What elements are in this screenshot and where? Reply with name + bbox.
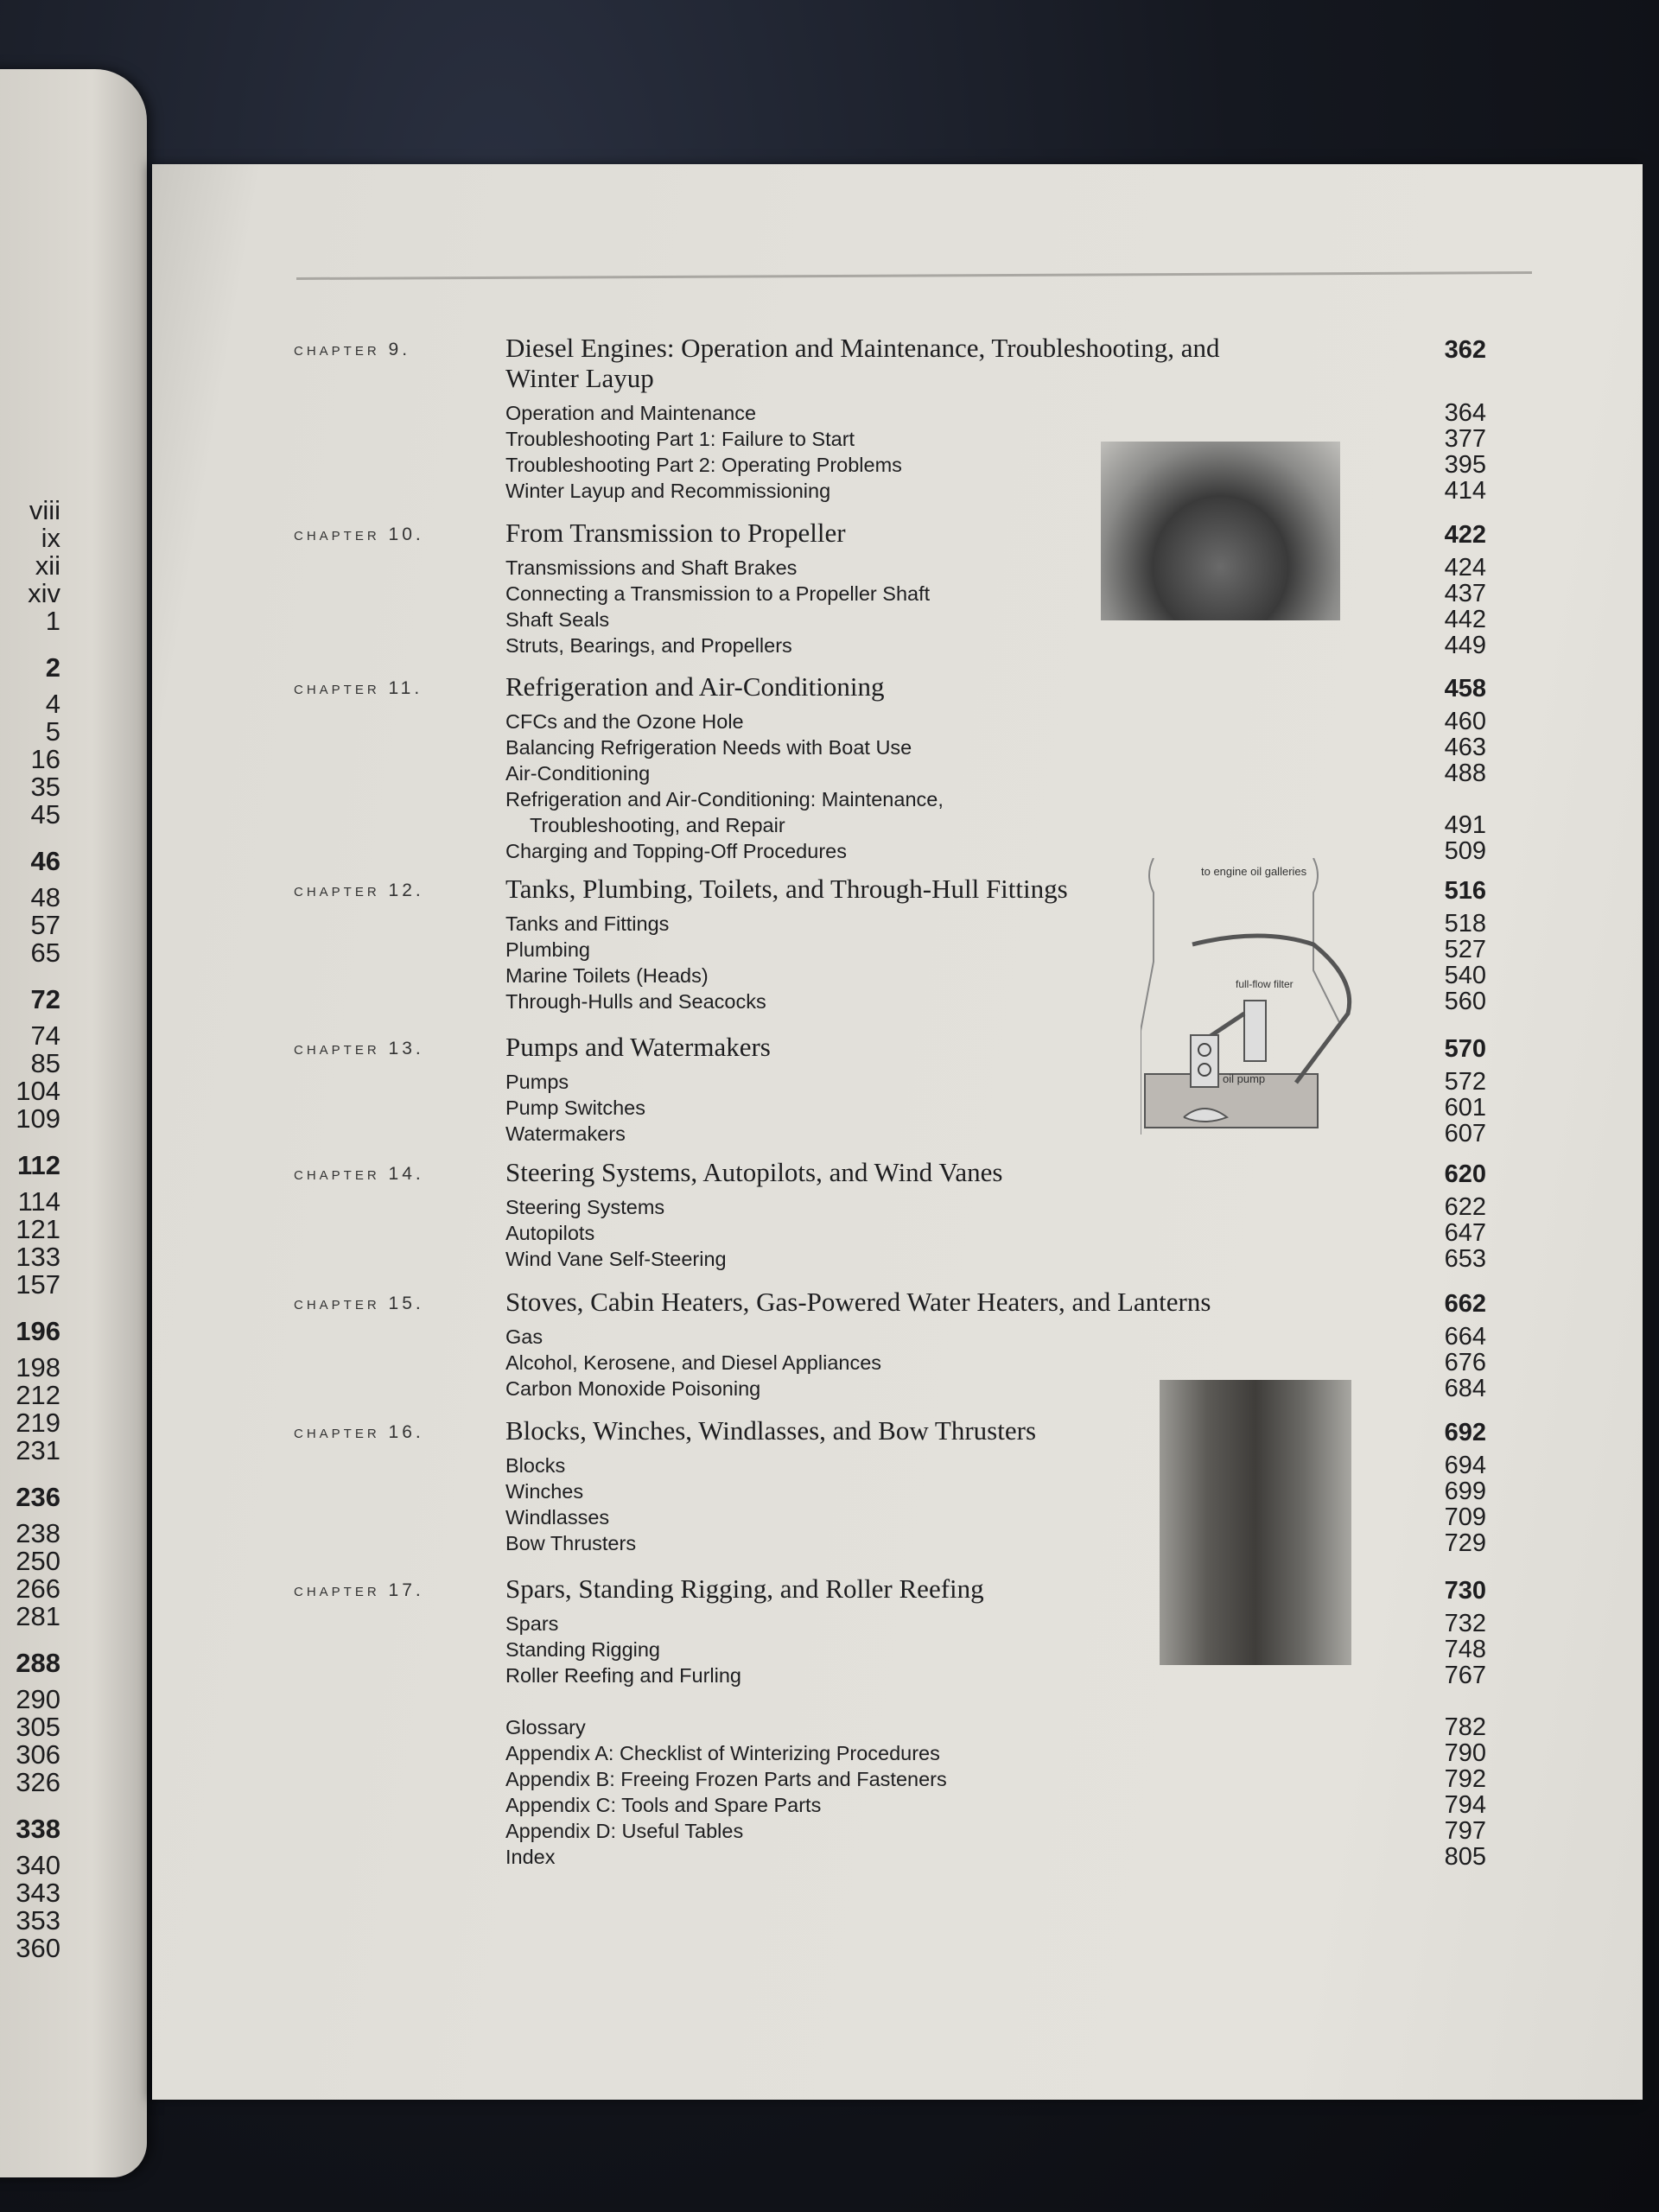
- chapter-word: chapter: [294, 1039, 380, 1058]
- section-title: Air-Conditioning: [505, 762, 651, 785]
- back-matter-row: [505, 1766, 1486, 1792]
- chapter-entry: [294, 333, 1486, 504]
- section-title: Troubleshooting Part 1: Failure to Start: [505, 428, 855, 450]
- chapter-label: [294, 524, 424, 545]
- diagram-label-galleries: to engine oil galleries: [1201, 865, 1307, 878]
- section-row: [505, 1637, 1486, 1662]
- left-page-number: 157: [16, 1269, 60, 1300]
- chapter-word: chapter: [294, 1294, 380, 1313]
- section-title: Tanks and Fittings: [505, 912, 670, 935]
- back-matter-row: [505, 1714, 1486, 1740]
- left-page-number: 5: [45, 716, 60, 747]
- diagram-label-filter: full-flow filter: [1236, 978, 1294, 990]
- left-page-number: xiv: [28, 578, 60, 608]
- section-row: [505, 812, 1486, 838]
- chapter-number: 17.: [388, 1580, 424, 1600]
- section-page: 729: [1444, 1529, 1486, 1557]
- left-page-group: [0, 1484, 60, 1630]
- chapter-word: chapter: [294, 1422, 380, 1442]
- section-page: 664: [1444, 1323, 1486, 1351]
- chapter-label: [294, 340, 410, 360]
- section-list: [294, 555, 1486, 658]
- section-list: [294, 1324, 1486, 1402]
- section-title: Plumbing: [505, 938, 590, 961]
- section-row: [505, 426, 1486, 452]
- section-row: [505, 1194, 1486, 1220]
- section-title: Autopilots: [505, 1222, 595, 1244]
- left-page-number: 198: [16, 1352, 60, 1382]
- section-page: 364: [1444, 399, 1486, 427]
- left-page-number-bold: 236: [16, 1482, 60, 1512]
- chapter-entry: [294, 1032, 1486, 1147]
- section-row: [505, 1504, 1486, 1530]
- section-page: 647: [1444, 1219, 1486, 1247]
- section-page: 377: [1444, 425, 1486, 453]
- left-page-number-bold: 196: [16, 1316, 60, 1346]
- left-page-number: 109: [16, 1103, 60, 1134]
- left-page-number-bold: 72: [30, 984, 60, 1014]
- chapter-entry: [294, 874, 1486, 1014]
- section-page: 607: [1444, 1120, 1486, 1147]
- section-row: [505, 1350, 1486, 1376]
- chapter-title: Diesel Engines: Operation and Maintenance, Troubleshooting, and Winter Layup: [505, 333, 1220, 393]
- left-page-group: [0, 1318, 60, 1465]
- section-title: Charging and Topping-Off Procedures: [505, 840, 847, 862]
- section-row: [505, 911, 1486, 937]
- section-title: Pump Switches: [505, 1096, 645, 1119]
- left-page-group: [0, 1152, 60, 1299]
- section-row: [505, 1324, 1486, 1350]
- left-page-group: [0, 1815, 60, 1962]
- left-page-number: 340: [16, 1850, 60, 1880]
- back-matter-title: Index: [505, 1846, 556, 1868]
- chapter-word: chapter: [294, 678, 380, 698]
- chapter-entry: [294, 1287, 1486, 1402]
- left-page-group: [0, 497, 60, 635]
- section-list: [294, 1069, 1486, 1147]
- left-page-number: 16: [30, 744, 60, 774]
- left-page-number: 306: [16, 1739, 60, 1770]
- section-title: Gas: [505, 1325, 543, 1348]
- section-title: Shaft Seals: [505, 608, 610, 631]
- section-row: [505, 1069, 1486, 1095]
- chapter-entry: [294, 1573, 1486, 1688]
- section-row: [505, 1530, 1486, 1556]
- left-page-number: 45: [30, 799, 60, 830]
- left-page-group: [0, 654, 60, 829]
- section-title: Bow Thrusters: [505, 1532, 637, 1554]
- left-page-number: 74: [30, 1020, 60, 1051]
- chapter-page: 662: [1444, 1290, 1486, 1318]
- chapter-entry: [294, 518, 1486, 658]
- section-page: 694: [1444, 1452, 1486, 1479]
- section-row: [505, 632, 1486, 658]
- chapter-page: 422: [1444, 521, 1486, 549]
- chapter-number: 10.: [388, 524, 424, 544]
- section-row: [505, 786, 1486, 812]
- section-list: [294, 1194, 1486, 1272]
- chapter-entry: [294, 1157, 1486, 1272]
- left-page-number: 266: [16, 1573, 60, 1604]
- section-page: 442: [1444, 606, 1486, 633]
- section-row: [505, 478, 1486, 504]
- left-page-number: 133: [16, 1242, 60, 1272]
- back-matter-page: 794: [1444, 1791, 1486, 1819]
- chapter-label: [294, 1422, 424, 1443]
- chapter-label: [294, 1294, 424, 1314]
- section-title: Alcohol, Kerosene, and Diesel Appliances: [505, 1351, 882, 1374]
- left-page-number: 231: [16, 1435, 60, 1465]
- section-title: Marine Toilets (Heads): [505, 964, 709, 987]
- section-list: [294, 911, 1486, 1014]
- section-page: 748: [1444, 1636, 1486, 1663]
- section-row: [505, 963, 1486, 988]
- back-matter-page: 797: [1444, 1817, 1486, 1845]
- section-list: [294, 1611, 1486, 1688]
- section-title: Struts, Bearings, and Propellers: [505, 634, 792, 657]
- back-matter-title: Appendix B: Freeing Frozen Parts and Fasteners: [505, 1768, 947, 1790]
- section-row: [505, 555, 1486, 581]
- left-page: [0, 69, 147, 2177]
- section-title: Steering Systems: [505, 1196, 665, 1218]
- section-row: [505, 607, 1486, 632]
- section-page: 414: [1444, 477, 1486, 505]
- section-row: [505, 400, 1486, 426]
- chapter-label: [294, 1039, 424, 1059]
- chapter-number: 14.: [388, 1164, 424, 1184]
- left-page-number-bold: 288: [16, 1648, 60, 1678]
- back-matter-page: 790: [1444, 1739, 1486, 1767]
- section-title: Balancing Refrigeration Needs with Boat Use: [505, 736, 912, 759]
- left-page-number: 4: [45, 689, 60, 719]
- left-page-number-bold: 46: [30, 846, 60, 876]
- section-title: Spars: [505, 1612, 559, 1635]
- left-page-number: 65: [30, 938, 60, 968]
- section-page: 699: [1444, 1478, 1486, 1505]
- section-row: [505, 838, 1486, 864]
- chapter-title: From Transmission to Propeller: [505, 518, 846, 548]
- left-page-number: 1: [45, 606, 60, 636]
- section-title: Transmissions and Shaft Brakes: [505, 556, 798, 579]
- section-title: Winches: [505, 1480, 584, 1503]
- section-row: [505, 1121, 1486, 1147]
- chapter-label: [294, 880, 424, 901]
- section-title: Standing Rigging: [505, 1638, 660, 1661]
- left-page-number: 48: [30, 882, 60, 912]
- section-title: Carbon Monoxide Poisoning: [505, 1377, 761, 1400]
- chapter-page: 362: [1444, 336, 1486, 364]
- section-title: Through-Hulls and Seacocks: [505, 990, 766, 1013]
- chapter-word: chapter: [294, 880, 380, 900]
- section-row: [505, 1220, 1486, 1246]
- chapter-label: [294, 678, 423, 699]
- section-title: Winter Layup and Recommissioning: [505, 480, 831, 502]
- left-page-number: xii: [35, 550, 60, 581]
- chapter-title: Tanks, Plumbing, Toilets, and Through-Hull Fittings: [505, 874, 1068, 904]
- section-title: Troubleshooting Part 2: Operating Problems: [505, 454, 902, 476]
- chapter-number: 9.: [388, 340, 411, 359]
- section-title: CFCs and the Ozone Hole: [505, 710, 744, 733]
- section-row: [505, 1095, 1486, 1121]
- section-row: [505, 760, 1486, 786]
- left-page-number-bold: 2: [45, 652, 60, 683]
- section-list: [294, 400, 1486, 504]
- section-page: 653: [1444, 1245, 1486, 1273]
- section-title: Roller Reefing and Furling: [505, 1664, 742, 1687]
- section-row: [505, 1662, 1486, 1688]
- section-row: [505, 452, 1486, 478]
- chapter-number: 11.: [388, 678, 423, 698]
- section-page: 572: [1444, 1068, 1486, 1096]
- left-page-number: 121: [16, 1214, 60, 1244]
- section-row: [505, 581, 1486, 607]
- section-page: 424: [1444, 554, 1486, 582]
- chapter-word: chapter: [294, 1580, 380, 1600]
- chapter-word: chapter: [294, 340, 380, 359]
- left-page-group: [0, 986, 60, 1133]
- left-page-number: 290: [16, 1684, 60, 1714]
- left-page-number: 250: [16, 1546, 60, 1576]
- chapter-number: 13.: [388, 1039, 424, 1058]
- section-title: Refrigeration and Air-Conditioning: Maintenance,: [505, 788, 944, 810]
- section-page: 540: [1444, 962, 1486, 989]
- chapter-page: 516: [1444, 877, 1486, 905]
- left-page-number: 353: [16, 1905, 60, 1936]
- section-row: [505, 1452, 1486, 1478]
- chapter-page: 692: [1444, 1419, 1486, 1446]
- back-matter-title: Appendix D: Useful Tables: [505, 1820, 744, 1842]
- section-page: 767: [1444, 1662, 1486, 1689]
- chapter-word: chapter: [294, 1164, 380, 1184]
- chapter-page: 730: [1444, 1577, 1486, 1605]
- left-page-group: [0, 848, 60, 967]
- chapter-page: 620: [1444, 1160, 1486, 1188]
- left-page-number: 360: [16, 1933, 60, 1963]
- section-page: 527: [1444, 936, 1486, 963]
- section-list: [294, 709, 1486, 864]
- chapter-title: Refrigeration and Air-Conditioning: [505, 671, 885, 702]
- section-page: 449: [1444, 632, 1486, 659]
- left-page-number: 326: [16, 1767, 60, 1797]
- left-page-number: ix: [41, 523, 60, 553]
- back-matter-row: [505, 1818, 1486, 1844]
- section-page: 509: [1444, 837, 1486, 865]
- section-page: 460: [1444, 708, 1486, 735]
- chapter-title: Steering Systems, Autopilots, and Wind Vanes: [505, 1157, 1003, 1187]
- left-page-number: 35: [30, 772, 60, 802]
- section-page: 676: [1444, 1349, 1486, 1376]
- chapter-title: Stoves, Cabin Heaters, Gas-Powered Water Heaters, and Lanterns: [505, 1287, 1211, 1317]
- section-page: 622: [1444, 1193, 1486, 1221]
- chapter-entry: [294, 671, 1486, 864]
- back-matter-page: 782: [1444, 1713, 1486, 1741]
- chapter-number: 12.: [388, 880, 424, 900]
- section-title: Blocks: [505, 1454, 566, 1477]
- section-title: Connecting a Transmission to a Propeller Shaft: [505, 582, 931, 605]
- section-row: [505, 1376, 1486, 1402]
- section-row: [505, 1478, 1486, 1504]
- section-title: Wind Vane Self-Steering: [505, 1248, 727, 1270]
- back-matter-row: [505, 1792, 1486, 1818]
- left-page-number: 343: [16, 1878, 60, 1908]
- chapter-title: Spars, Standing Rigging, and Roller Reefing: [505, 1573, 984, 1604]
- section-title: Windlasses: [505, 1506, 610, 1529]
- section-row: [505, 937, 1486, 963]
- section-row: [505, 734, 1486, 760]
- chapter-page: 458: [1444, 675, 1486, 702]
- section-page: 560: [1444, 988, 1486, 1015]
- section-title: Operation and Maintenance: [505, 402, 757, 424]
- section-page: 488: [1444, 760, 1486, 787]
- section-title: Watermakers: [505, 1122, 626, 1145]
- back-matter: [294, 1714, 1486, 1870]
- section-page: 732: [1444, 1610, 1486, 1637]
- left-page-group: [0, 1649, 60, 1796]
- section-page: 684: [1444, 1375, 1486, 1402]
- section-page: 709: [1444, 1503, 1486, 1531]
- left-page-number: 104: [16, 1076, 60, 1106]
- chapter-number: 15.: [388, 1294, 424, 1313]
- left-page-number-bold: 338: [16, 1814, 60, 1844]
- left-page-number: viii: [29, 495, 60, 525]
- back-matter-row: [505, 1844, 1486, 1870]
- back-matter-page: 792: [1444, 1765, 1486, 1793]
- chapter-label: [294, 1580, 424, 1601]
- section-row: [505, 1246, 1486, 1272]
- left-page-number: 305: [16, 1712, 60, 1742]
- section-list: [294, 1452, 1486, 1556]
- left-page-number: 212: [16, 1380, 60, 1410]
- left-page-number: 219: [16, 1408, 60, 1438]
- left-page-numbers: [0, 497, 60, 1981]
- back-matter-page: 805: [1444, 1843, 1486, 1871]
- left-page-number: 238: [16, 1518, 60, 1548]
- section-title: Troubleshooting, and Repair: [530, 814, 785, 836]
- section-row: [505, 709, 1486, 734]
- left-page-number: 114: [17, 1186, 60, 1217]
- back-matter-row: [505, 1740, 1486, 1766]
- left-page-number: 57: [30, 910, 60, 940]
- section-page: 437: [1444, 580, 1486, 607]
- chapter-page: 570: [1444, 1035, 1486, 1063]
- chapter-label: [294, 1164, 424, 1185]
- section-title: Pumps: [505, 1071, 569, 1093]
- section-page: 518: [1444, 910, 1486, 938]
- back-matter-title: Appendix A: Checklist of Winterizing Procedures: [505, 1742, 940, 1764]
- back-matter-title: Appendix C: Tools and Spare Parts: [505, 1794, 822, 1816]
- back-matter-title: Glossary: [505, 1716, 586, 1738]
- left-page-number: 281: [16, 1601, 60, 1631]
- chapter-title: Pumps and Watermakers: [505, 1032, 771, 1062]
- chapter-number: 16.: [388, 1422, 424, 1442]
- left-page-number-bold: 112: [16, 1150, 60, 1180]
- left-page-number: 85: [30, 1048, 60, 1078]
- diagram-label-oil-pump: oil pump: [1223, 1072, 1266, 1085]
- chapter-entry: [294, 1415, 1486, 1556]
- chapter-title: Blocks, Winches, Windlasses, and Bow Thrusters: [505, 1415, 1037, 1446]
- section-page: 395: [1444, 451, 1486, 479]
- section-page: 601: [1444, 1094, 1486, 1122]
- section-page: 491: [1444, 811, 1486, 839]
- section-page: 463: [1444, 734, 1486, 761]
- section-row: [505, 1611, 1486, 1637]
- section-row: [505, 988, 1486, 1014]
- chapter-word: chapter: [294, 524, 380, 544]
